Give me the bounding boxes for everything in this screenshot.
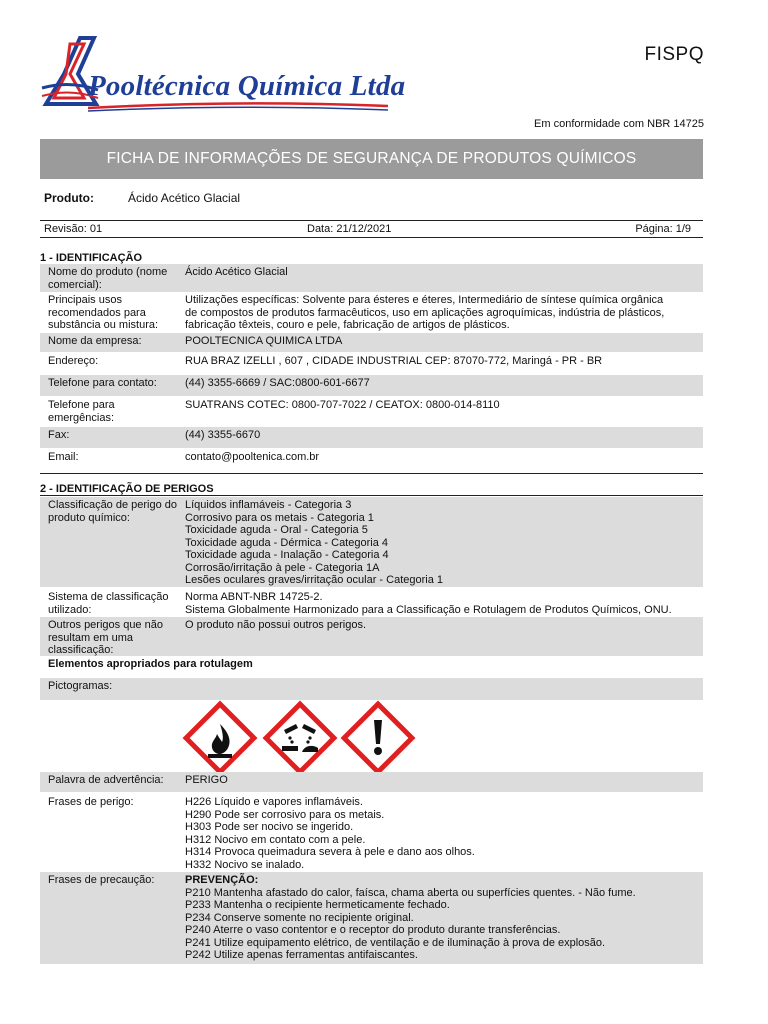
hazard-classification-value: [185, 591, 700, 616]
identification-row: [40, 397, 703, 426]
identification-value: [185, 355, 700, 368]
identification-value-line: POOLTECNICA QUIMICA LTDA: [185, 335, 343, 347]
hazard-classification-value-line: Sistema Globalmente Harmonizado para a Classificação e Rotulagem de Produtos Químicos, ONU.: [185, 603, 672, 616]
hazard-statement: H332 Nocivo se inalado.: [185, 858, 305, 871]
identification-value-line: Utilizações específicas: Solvente para ésteres e éteres, Intermediário de síntese química orgânica: [185, 294, 664, 306]
page-number: Página: 1/9: [635, 223, 691, 235]
ghs-pictograms: [180, 700, 420, 774]
logo-swoosh: [88, 102, 388, 112]
compliance-note: Em conformidade com NBR 14725: [534, 118, 704, 130]
hazard-statement: H303 Pode ser nocivo se ingerido.: [185, 821, 354, 833]
identification-value: [185, 429, 700, 442]
precaution-statement: P241 Utilize equipamento elétrico, de ventilação e de iluminação à prova de explosão.: [185, 936, 606, 949]
identification-value: [185, 266, 700, 279]
hazard-classification-value-line: Norma ABNT-NBR 14725-2.: [185, 591, 323, 603]
hazard-statement: H290 Pode ser corrosivo para os metais.: [185, 808, 385, 821]
revision-bar: [40, 220, 703, 238]
identification-value-line: RUA BRAZ IZELLI , 607 , CIDADE INDUSTRIAL CEP: 87070-772, Maringá - PR - BR: [185, 355, 603, 367]
product-label: Produto:: [44, 191, 94, 205]
identification-value: [185, 335, 700, 348]
hazard-classification-value-line: Toxicidade aguda - Oral - Categoria 5: [185, 524, 368, 536]
identification-value-line: contato@pooltenica.com.br: [185, 451, 320, 463]
signal-word: PERIGO: [185, 774, 228, 786]
labeling-heading: Elementos apropriados para rotulagem: [48, 658, 253, 670]
hazard-classification-value-line: Lesões oculares graves/irritação ocular - Categoria 1: [185, 574, 444, 586]
identification-value-line: Ácido Acético Glacial: [185, 266, 288, 278]
identification-row: [40, 353, 703, 374]
identification-value-line: de compostos de produtos farmacêuticos, uso em aplicações agroquímicas, indústria de plásticos,: [185, 306, 665, 319]
identification-row: [40, 427, 703, 448]
hazard-classification-row: [40, 589, 703, 616]
identification-value-line: (44) 3355-6669 / SAC:0800-601-6677: [185, 377, 370, 389]
hazard-classification-row: [40, 617, 703, 656]
company-name: Pooltécnica Química Ltda: [88, 70, 406, 102]
hazard-classification-label: Sistema de classificação utilizado:: [48, 591, 169, 616]
hazard-statement: H314 Provoca queimadura severa à pele e dano aos olhos.: [185, 846, 475, 858]
section-1-end-rule: [40, 473, 703, 474]
hazard-classification-label: Outros perigos que não resultam em uma classificação:: [48, 619, 163, 656]
precaution-heading: PREVENÇÃO:: [185, 874, 259, 886]
revision-date: Data: 21/12/2021: [307, 223, 392, 235]
identification-row: [40, 333, 703, 352]
identification-row: [40, 292, 703, 332]
hazard-statement: H226 Líquido e vapores inflamáveis.: [185, 796, 363, 808]
corrosion-icon: [262, 700, 338, 776]
identification-row: [40, 264, 703, 292]
identification-value-line: (44) 3355-6670: [185, 429, 261, 441]
pictograms-row: [40, 678, 703, 700]
pictograms-label: Pictogramas:: [48, 680, 113, 692]
precaution-statements: [185, 874, 700, 962]
product-name: Ácido Acético Glacial: [128, 191, 241, 205]
identification-label: Telefone para emergências:: [48, 399, 115, 424]
company-logo: [40, 34, 406, 114]
hazard-classification-value-line: Toxicidade aguda - Inalação - Categoria 4: [185, 549, 389, 561]
flame-icon: [182, 700, 258, 776]
identification-label: Telefone para contato:: [48, 377, 157, 389]
identification-value: [185, 294, 700, 332]
hazard-classification-value-line: Líquidos inflamáveis - Categoria 3: [185, 499, 352, 511]
precaution-label: Frases de precaução:: [48, 874, 155, 886]
identification-label: Nome do produto (nome comercial):: [48, 266, 168, 291]
hazard-classification-value: [185, 619, 700, 632]
hazard-classification-row: [40, 497, 703, 587]
revision-number: Revisão: 01: [44, 223, 103, 235]
identification-label: Endereço:: [48, 355, 99, 367]
exclamation-icon: [340, 700, 416, 776]
hazard-label: Frases de perigo:: [48, 796, 134, 808]
signal-word-row: [40, 772, 703, 792]
section-2-title: 2 - IDENTIFICAÇÃO DE PERIGOS: [40, 482, 703, 496]
signal-word-label: Palavra de advertência:: [48, 774, 164, 786]
section-1-title: 1 - IDENTIFICAÇÃO: [40, 251, 703, 265]
hazard-classification-value-line: Corrosivo para os metais - Categoria 1: [185, 511, 374, 524]
identification-row: [40, 375, 703, 396]
hazard-statement: H312 Nocivo em contato com a pele.: [185, 833, 366, 846]
identification-label: Nome da empresa:: [48, 335, 142, 347]
precaution-statement: P242 Utilize apenas ferramentas antifaiscantes.: [185, 949, 418, 961]
identification-row: [40, 449, 703, 470]
identification-value: [185, 451, 700, 464]
hazard-classification-label: Classificação de perigo do produto químico:: [48, 499, 178, 524]
hazard-classification-value-line: Corrosão/irritação à pele - Categoria 1A: [185, 561, 380, 574]
precaution-statement: P210 Mantenha afastado do calor, faísca, chama aberta ou superfícies quentes. - Não fume.: [185, 886, 636, 899]
precaution-statements-row: [40, 872, 703, 964]
hazard-statements-row: [40, 794, 703, 870]
precaution-statement: P233 Mantenha o recipiente hermeticamente fechado.: [185, 899, 450, 911]
document-code: FISPQ: [644, 44, 704, 65]
identification-label: Principais usos recomendados para substância ou mistura:: [48, 294, 159, 331]
hazard-classification-value: [185, 499, 700, 587]
identification-value: [185, 377, 700, 390]
identification-value: [185, 399, 700, 412]
identification-value-line: fabricação têxteis, couro e pele, fabricação de artigos de plásticos.: [185, 319, 510, 331]
document-title-banner: [40, 139, 703, 179]
hazard-statements: [185, 796, 700, 871]
precaution-statement: P240 Aterre o vaso contentor e o receptor do produto durante transferências.: [185, 924, 561, 936]
hazard-classification-value-line: O produto não possui outros perigos.: [185, 619, 367, 631]
identification-value-line: SUATRANS COTEC: 0800-707-7022 / CEATOX: 0800-014-8110: [185, 399, 500, 411]
identification-label: Fax:: [48, 429, 70, 441]
document-title: FICHA DE INFORMAÇÕES DE SEGURANÇA DE PRODUTOS QUÍMICOS: [106, 150, 637, 167]
identification-label: Email:: [48, 451, 79, 463]
hazard-classification-value-line: Toxicidade aguda - Dérmica - Categoria 4: [185, 536, 388, 549]
precaution-statement: P234 Conserve somente no recipiente original.: [185, 911, 414, 924]
